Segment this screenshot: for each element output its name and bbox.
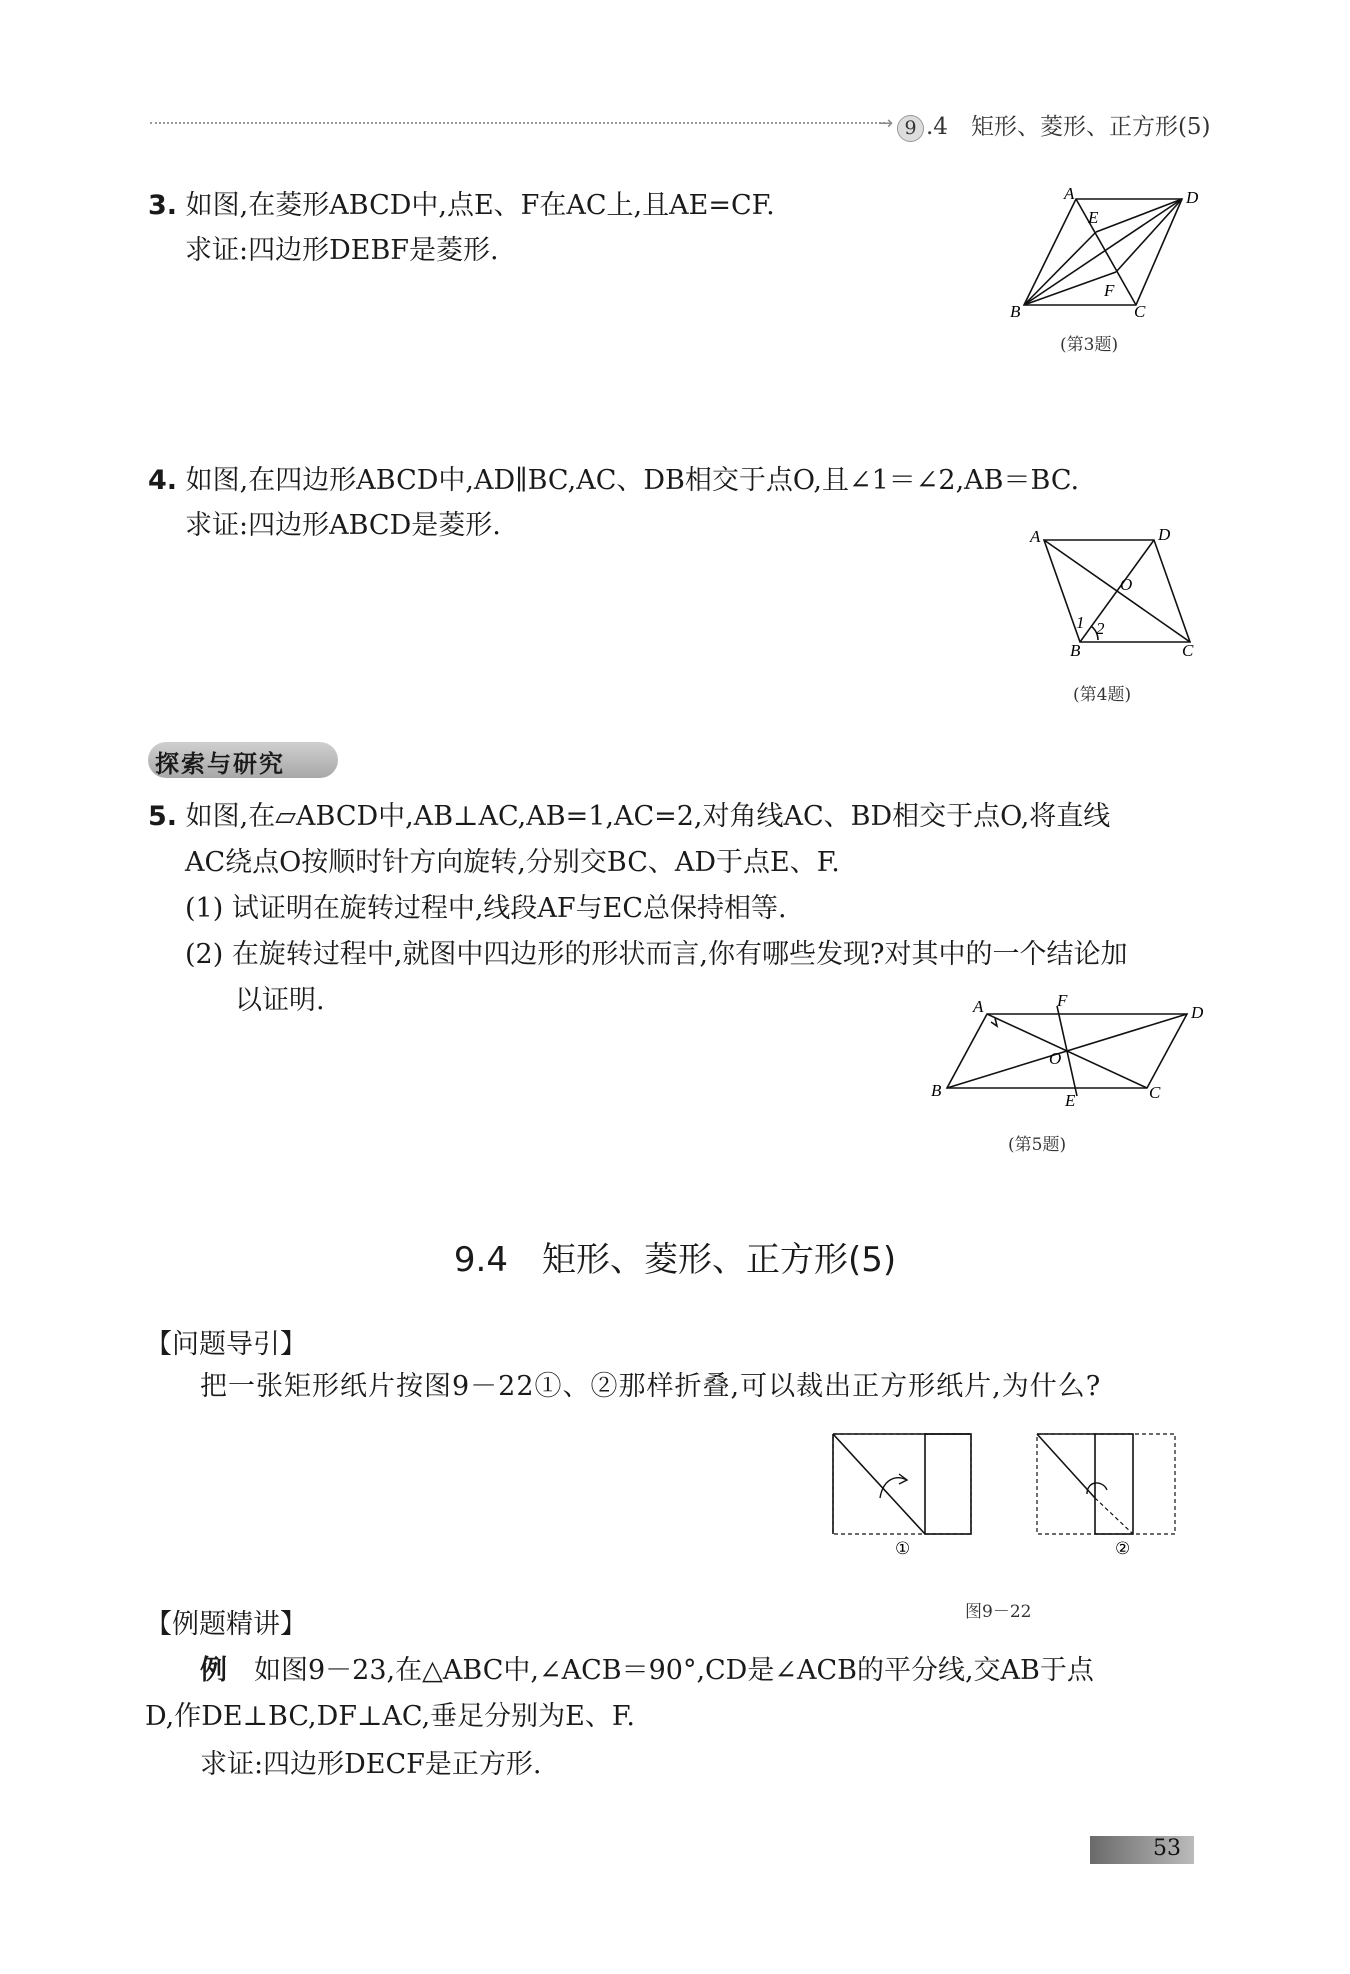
q4-statement: 4. 如图,在四边形ABCD中,AD∥BC,AC、DB相交于点O,且∠1＝∠2,AB＝BC. xyxy=(148,465,1080,496)
q3-prove: 求证:四边形DEBF是菱形. xyxy=(185,235,499,266)
lesson-title: 9.4 矩形、菱形、正方形(5) xyxy=(453,1240,897,1280)
q5-part2-cont: 以证明. xyxy=(235,985,325,1016)
fold-figure-2-label: ② xyxy=(1115,1539,1131,1558)
q4-prove: 求证:四边形ABCD是菱形. xyxy=(185,510,501,541)
q3-label-c: C xyxy=(1134,302,1146,321)
header-arrow-icon: → xyxy=(878,113,894,134)
section-title: 探索与研究 xyxy=(155,750,285,778)
q5-label-e: E xyxy=(1065,1091,1076,1110)
q3-statement: 3. 如图,在菱形ABCD中,点E、F在AC上,且AE=CF. xyxy=(148,190,775,221)
q3-label-a: A xyxy=(1064,185,1075,203)
page-number: 53 xyxy=(1153,1836,1181,1861)
example-line2: D,作DE⊥BC,DF⊥AC,垂足分别为E、F. xyxy=(145,1701,636,1732)
q5-statement: 5. 如图,在▱ABCD中,AB⊥AC,AB=1,AC=2,对角线AC、BD相交于点O,将直线 xyxy=(148,801,1111,832)
q5-label-a: A xyxy=(973,997,984,1016)
example-line3: 求证:四边形DECF是正方形. xyxy=(200,1749,542,1780)
q4-label-c: C xyxy=(1182,641,1194,660)
q4-label-d: D xyxy=(1158,525,1171,544)
running-header-text: .4 矩形、菱形、正方形(5) xyxy=(926,114,1211,140)
q5-label-d: D xyxy=(1191,1003,1204,1022)
q4-label-1: 1 xyxy=(1076,613,1085,632)
q4-label-a: A xyxy=(1030,527,1041,546)
fold-figure-caption: 图9－22 xyxy=(965,1602,1032,1622)
q5-part2: (2) 在旋转过程中,就图中四边形的形状而言,你有哪些发现?对其中的一个结论加 xyxy=(185,939,1128,970)
chapter-number-badge: 9 xyxy=(897,115,924,142)
q3-label-b: B xyxy=(1010,302,1021,321)
q5-label-b: B xyxy=(931,1081,942,1100)
q3-label-f: F xyxy=(1104,281,1115,300)
example-heading: 【例题精讲】 xyxy=(145,1609,307,1640)
guide-heading: 【问题导引】 xyxy=(145,1329,307,1360)
q3-caption: (第3题) xyxy=(1060,335,1119,355)
q5-statement-cont: AC绕点O按顺时针方向旋转,分别交BC、AD于点E、F. xyxy=(185,847,840,878)
fold-figures xyxy=(825,1428,1190,1558)
q3-label-e: E xyxy=(1088,208,1099,227)
q3-figure xyxy=(1000,185,1210,325)
q5-caption: (第5题) xyxy=(1008,1135,1067,1155)
running-header xyxy=(897,108,1211,142)
example-line1: 例 如图9－23,在△ABC中,∠ACB＝90°,CD是∠ACB的平分线,交AB于点 xyxy=(200,1655,1094,1686)
q4-figure xyxy=(1020,522,1210,662)
q4-label-o: O xyxy=(1120,575,1133,594)
q5-label-c: C xyxy=(1149,1083,1161,1102)
example-lead: 例 xyxy=(200,1655,227,1686)
header-rule xyxy=(150,122,885,124)
q5-label-o: O xyxy=(1049,1049,1062,1068)
q4-label-2: 2 xyxy=(1096,619,1105,638)
q5-figure xyxy=(925,992,1210,1117)
q5-part1: (1) 试证明在旋转过程中,线段AF与EC总保持相等. xyxy=(185,893,787,924)
fold-figure-1-label: ① xyxy=(895,1539,911,1558)
q4-label-b: B xyxy=(1070,641,1081,660)
q5-label-f: F xyxy=(1057,992,1068,1010)
guide-text: 把一张矩形纸片按图9－22①、②那样折叠,可以裁出正方形纸片,为什么? xyxy=(200,1371,1102,1402)
q3-label-d: D xyxy=(1186,188,1199,207)
q4-caption: (第4题) xyxy=(1073,685,1132,705)
